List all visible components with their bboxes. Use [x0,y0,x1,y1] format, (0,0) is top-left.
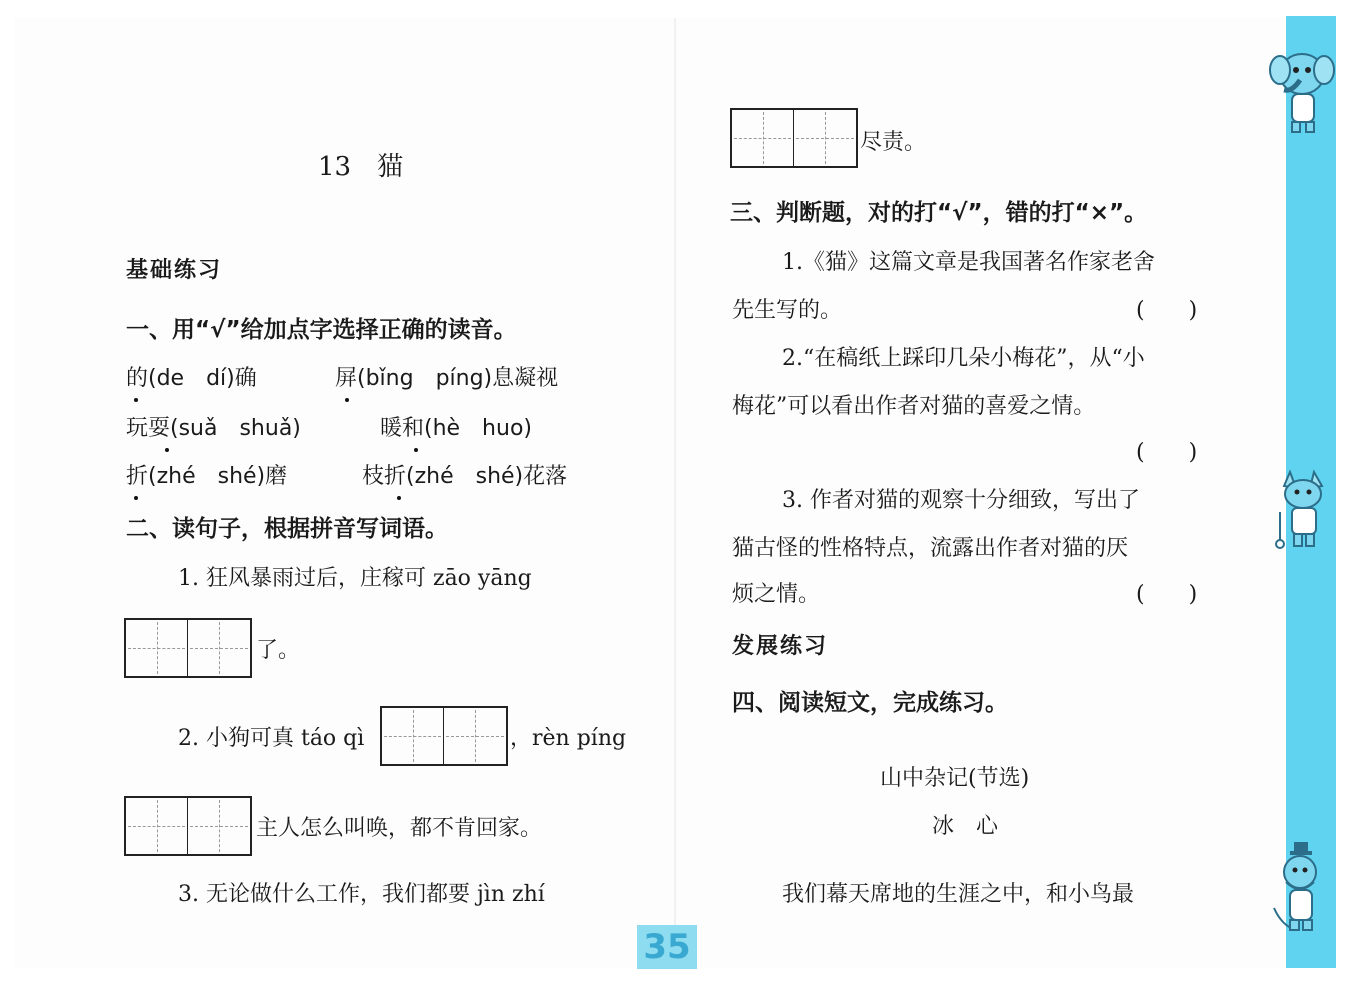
q2-item-1-text: 1. 狂风暴雨过后，庄稼可 zāo yāng [178,566,532,591]
q2-item-3-text: 3. 无论做什么工作，我们都要 jìn zhí [178,882,545,907]
emphasis-dot [414,448,418,452]
emphasis-dot [397,496,401,500]
q3-item-3-line-2: 猫古怪的性格特点，流露出作者对猫的厌 [732,536,1129,561]
writing-grid[interactable] [124,796,252,856]
page-number: 35 [637,925,697,969]
q3-item-2-line-1: 2.“在稿纸上踩印几朵小梅花”，从“小 [782,346,1145,371]
section-dev-heading: 发展练习 [732,634,829,659]
q3-item-1-line-1: 1.《猫》这篇文章是我国著名作家老舍 [782,250,1155,275]
answer-blank[interactable]: ( ) [1136,298,1198,323]
elephant-mascot-icon [1262,40,1338,136]
q1-row3-item-b: 枝折(zhé shé)花落 [362,464,568,489]
passage-line-1: 我们幕天席地的生涯之中，和小鸟最 [782,882,1135,907]
writing-grid[interactable] [124,618,252,678]
writing-grid[interactable] [730,108,858,168]
page-gutter [674,18,676,968]
emphasis-dot [345,398,349,402]
q2-item-1-tail: 了。 [256,638,301,663]
q3-item-3-line-3: 烦之情。 [732,582,821,607]
passage-title: 山中杂记(节选) [880,766,1030,791]
q2-item-2-mid: ，rèn píng [510,726,627,751]
answer-blank[interactable]: ( ) [1136,440,1198,465]
q2-item-2-text: 2. 小狗可真 táo qì [178,726,365,751]
emphasis-dot [134,496,138,500]
question-4-title: 四、阅读短文，完成练习。 [732,690,1008,716]
question-3-title: 三、判断题，对的打“√”，错的打“×”。 [730,200,1148,226]
question-1-title: 一、用“√”给加点字选择正确的读音。 [126,317,517,343]
q3-item-2-line-2: 梅花”可以看出作者对猫的喜爱之情。 [732,394,1096,419]
passage-author: 冰 心 [932,814,999,839]
q1-row3-item-a: 折(zhé shé)磨 [126,464,288,489]
emphasis-dot [165,448,169,452]
section-basic-heading: 基础练习 [126,258,223,283]
q1-row1-item-b: 屏(bǐng píng)息凝视 [335,366,559,391]
lesson-title: 13 猫 [318,152,404,182]
writing-grid[interactable] [380,706,508,766]
q3-item-3-line-1: 3. 作者对猫的观察十分细致，写出了 [782,488,1140,513]
question-2-title: 二、读句子，根据拼音写词语。 [126,516,448,542]
q1-row2-item-a: 玩耍(suǎ shuǎ) [126,416,301,441]
continued-tail: 尽责。 [860,130,927,155]
q1-row1-item-a: 的(de dí)确 [126,366,257,391]
q3-item-1-line-2: 先生写的。 [732,298,843,323]
mouse-mascot-icon [1266,838,1338,938]
answer-blank[interactable]: ( ) [1136,582,1198,607]
wolf-mascot-icon [1270,462,1336,554]
q1-row2-item-b: 暖和(hè huo) [380,416,532,441]
q2-item-2-tail: 主人怎么叫唤，都不肯回家。 [256,816,543,841]
emphasis-dot [134,398,138,402]
